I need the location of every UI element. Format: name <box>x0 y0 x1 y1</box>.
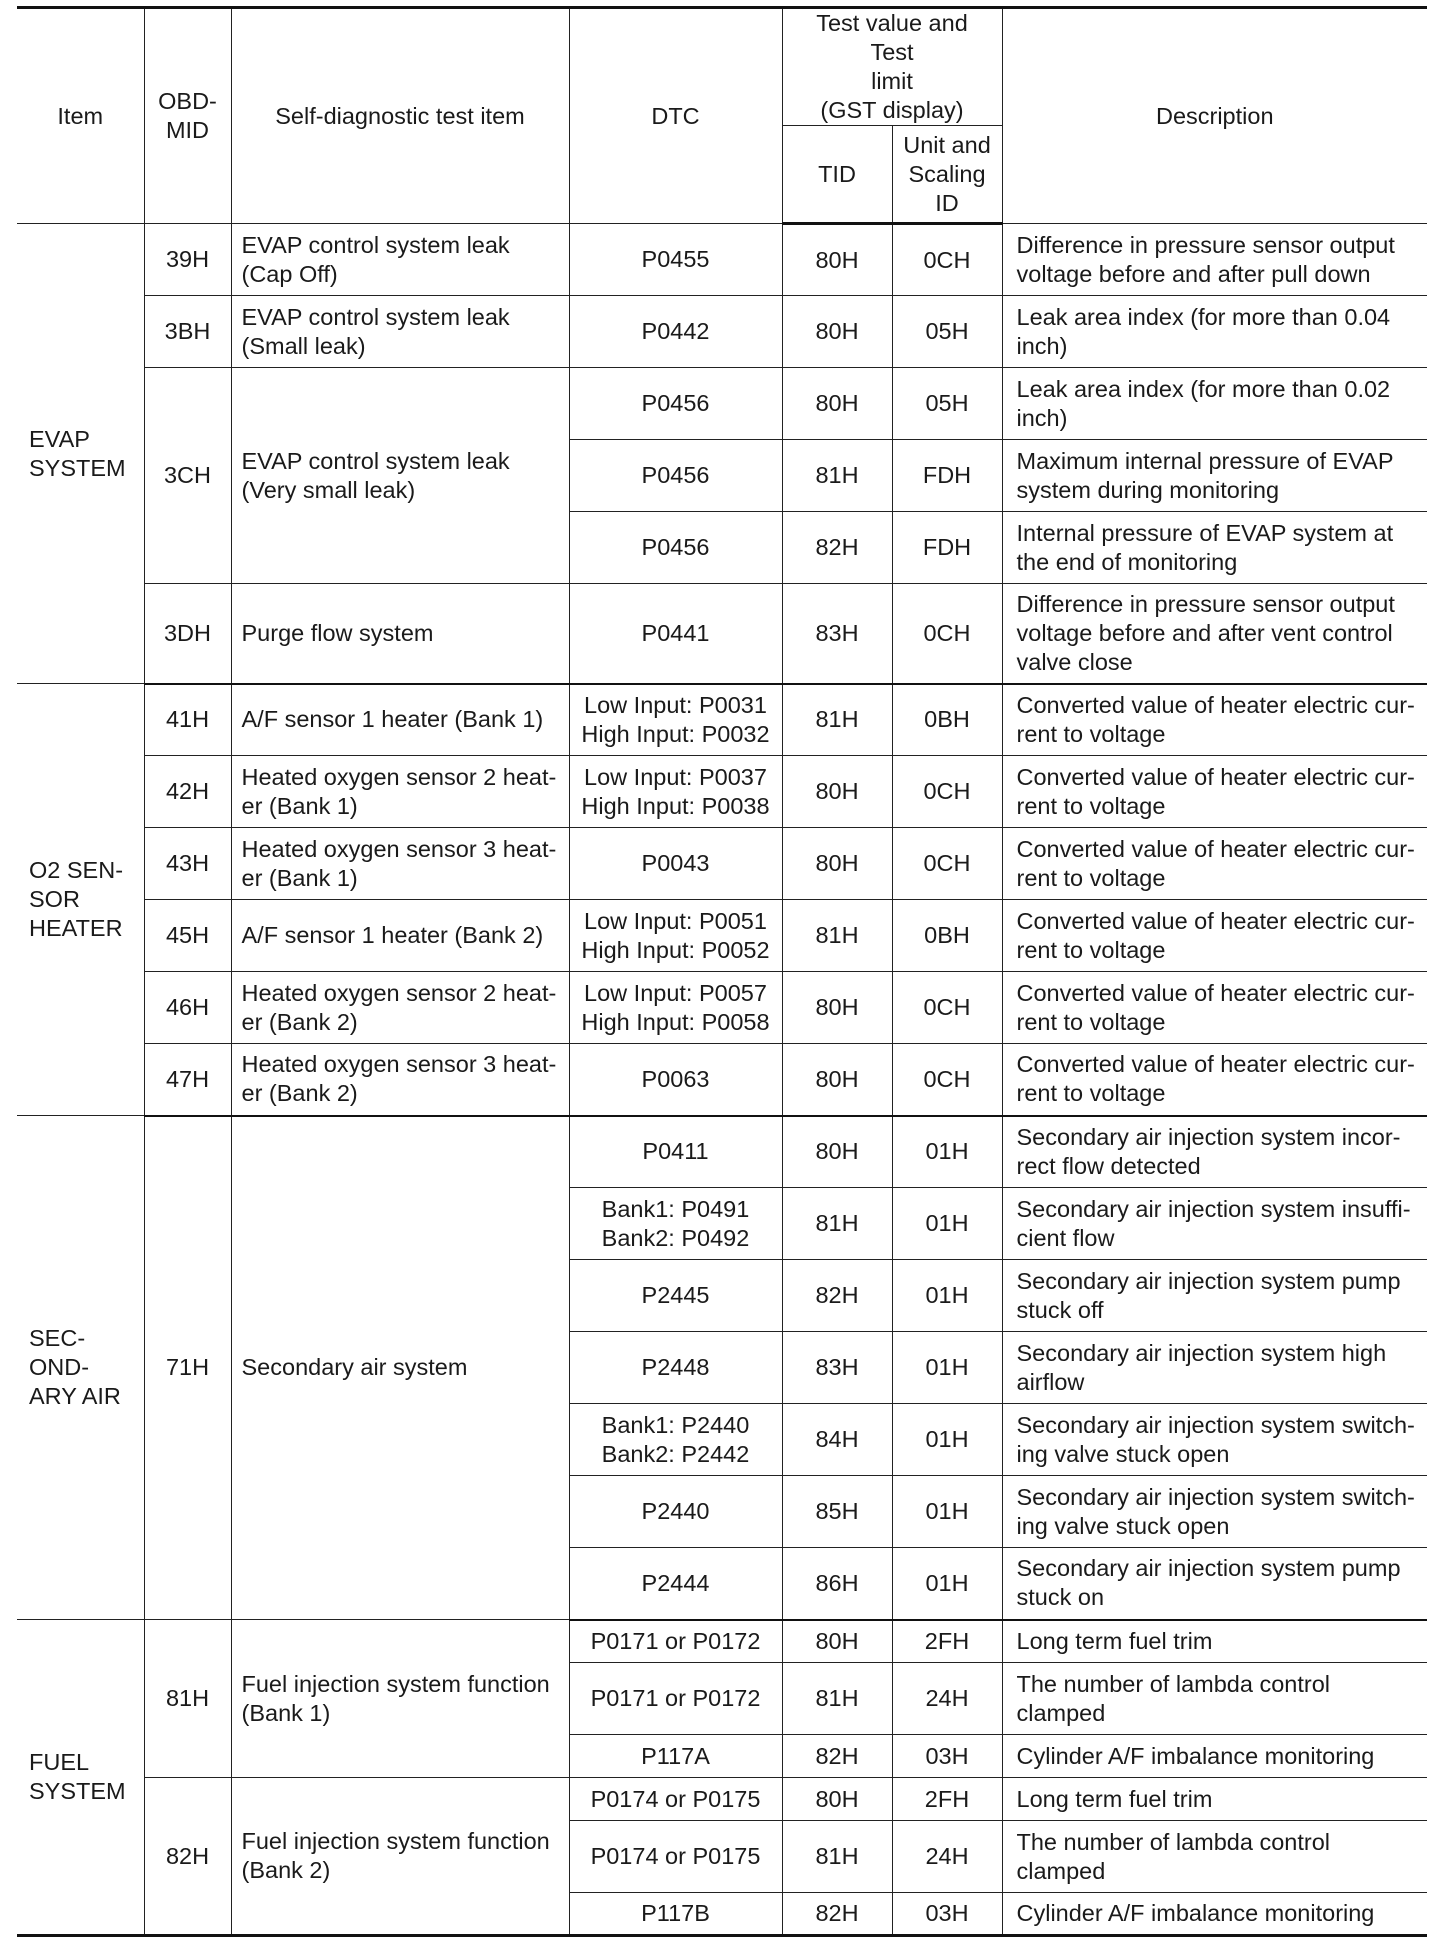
description-cell: Secondary air injection system high airflow <box>1002 1332 1427 1404</box>
tid-cell: 80H <box>782 296 892 368</box>
description-cell: Converted value of heater electric cur- rent to voltage <box>1002 972 1427 1044</box>
table-row <box>17 900 1427 972</box>
tid-cell: 86H <box>782 1548 892 1620</box>
description-cell: Secondary air injection system insuffi- cient flow <box>1002 1188 1427 1260</box>
tid-cell: 81H <box>782 1663 892 1735</box>
tid-cell: 81H <box>782 440 892 512</box>
test-item-cell: Purge flow system <box>231 584 569 684</box>
obd-mid-cell: 47H <box>144 1044 231 1116</box>
unit-scaling-id-cell: 01H <box>892 1116 1002 1188</box>
dtc-cell: P0456 <box>569 512 782 584</box>
table-row <box>17 828 1427 900</box>
description-cell: Converted value of heater electric cur- rent to voltage <box>1002 684 1427 756</box>
description-cell: The number of lambda control clamped <box>1002 1821 1427 1893</box>
description-cell: Converted value of heater electric cur- rent to voltage <box>1002 900 1427 972</box>
dtc-cell: P0441 <box>569 584 782 684</box>
item-cell: FUEL SYSTEM <box>17 1620 144 1936</box>
unit-scaling-id-cell: 24H <box>892 1663 1002 1735</box>
header-dtc: DTC <box>569 8 782 224</box>
tid-cell: 81H <box>782 900 892 972</box>
description-cell: Cylinder A/F imbalance monitoring <box>1002 1893 1427 1936</box>
tid-cell: 82H <box>782 512 892 584</box>
unit-scaling-id-cell: 0CH <box>892 756 1002 828</box>
header-obd-mid: OBD- MID <box>144 8 231 224</box>
description-cell: Secondary air injection system switch- ing valve stuck open <box>1002 1476 1427 1548</box>
description-cell: Maximum internal pressure of EVAP system during monitoring <box>1002 440 1427 512</box>
table-row <box>17 296 1427 368</box>
dtc-cell: P0174 or P0175 <box>569 1778 782 1821</box>
dtc-cell: P0043 <box>569 828 782 900</box>
dtc-cell: P2440 <box>569 1476 782 1548</box>
description-cell: Internal pressure of EVAP system at the end of monitoring <box>1002 512 1427 584</box>
table-row <box>17 1620 1427 1663</box>
unit-scaling-id-cell: 01H <box>892 1188 1002 1260</box>
test-item-cell: A/F sensor 1 heater (Bank 1) <box>231 684 569 756</box>
dtc-cell: Bank1: P2440 Bank2: P2442 <box>569 1404 782 1476</box>
description-cell: Difference in pressure sensor output voltage before and after vent control valve close <box>1002 584 1427 684</box>
description-cell: Long term fuel trim <box>1002 1778 1427 1821</box>
tid-cell: 84H <box>782 1404 892 1476</box>
description-cell: Cylinder A/F imbalance monitoring <box>1002 1735 1427 1778</box>
dtc-cell: P0171 or P0172 <box>569 1663 782 1735</box>
unit-scaling-id-cell: 01H <box>892 1260 1002 1332</box>
table-row <box>17 756 1427 828</box>
test-item-cell: Fuel injection system function (Bank 2) <box>231 1778 569 1936</box>
tid-cell: 82H <box>782 1893 892 1936</box>
tid-cell: 81H <box>782 1188 892 1260</box>
description-cell: Leak area index (for more than 0.02 inch) <box>1002 368 1427 440</box>
dtc-cell: P0174 or P0175 <box>569 1821 782 1893</box>
obd-mid-cell: 82H <box>144 1778 231 1936</box>
unit-scaling-id-cell: 03H <box>892 1893 1002 1936</box>
dtc-cell: P2444 <box>569 1548 782 1620</box>
dtc-cell: P2445 <box>569 1260 782 1332</box>
description-cell: Secondary air injection system incor- rect flow detected <box>1002 1116 1427 1188</box>
unit-scaling-id-cell: 01H <box>892 1404 1002 1476</box>
table-row <box>17 1044 1427 1116</box>
tid-cell: 83H <box>782 1332 892 1404</box>
dtc-cell: Low Input: P0037 High Input: P0038 <box>569 756 782 828</box>
test-item-cell: Heated oxygen sensor 2 heat- er (Bank 2) <box>231 972 569 1044</box>
unit-scaling-id-cell: FDH <box>892 512 1002 584</box>
tid-cell: 80H <box>782 1620 892 1663</box>
description-cell: Converted value of heater electric cur- rent to voltage <box>1002 756 1427 828</box>
obd-mid-cell: 43H <box>144 828 231 900</box>
unit-scaling-id-cell: 2FH <box>892 1778 1002 1821</box>
unit-scaling-id-cell: 05H <box>892 296 1002 368</box>
unit-scaling-id-cell: 01H <box>892 1332 1002 1404</box>
description-cell: Secondary air injection system pump stuck on <box>1002 1548 1427 1620</box>
dtc-cell: Low Input: P0051 High Input: P0052 <box>569 900 782 972</box>
tid-cell: 83H <box>782 584 892 684</box>
unit-scaling-id-cell: 2FH <box>892 1620 1002 1663</box>
test-item-cell: EVAP control system leak (Cap Off) <box>231 224 569 296</box>
obd-self-diagnostic-table <box>17 6 1427 1937</box>
unit-scaling-id-cell: FDH <box>892 440 1002 512</box>
table-row <box>17 684 1427 756</box>
test-item-cell: Heated oxygen sensor 3 heat- er (Bank 2) <box>231 1044 569 1116</box>
unit-scaling-id-cell: 0CH <box>892 972 1002 1044</box>
obd-mid-cell: 3CH <box>144 368 231 584</box>
unit-scaling-id-cell: 0CH <box>892 224 1002 296</box>
unit-scaling-id-cell: 03H <box>892 1735 1002 1778</box>
dtc-cell: P0456 <box>569 440 782 512</box>
tid-cell: 82H <box>782 1260 892 1332</box>
table-row <box>17 1778 1427 1821</box>
obd-mid-cell: 3DH <box>144 584 231 684</box>
tid-cell: 80H <box>782 756 892 828</box>
dtc-cell: P2448 <box>569 1332 782 1404</box>
header-tid: TID <box>782 126 892 224</box>
unit-scaling-id-cell: 0BH <box>892 684 1002 756</box>
dtc-cell: P0411 <box>569 1116 782 1188</box>
header-test-value: Test value and Test limit (GST display) <box>782 8 1002 126</box>
item-cell: O2 SEN- SOR HEATER <box>17 684 144 1116</box>
test-item-cell: Fuel injection system function (Bank 1) <box>231 1620 569 1778</box>
dtc-cell: P117A <box>569 1735 782 1778</box>
description-cell: Difference in pressure sensor output voltage before and after pull down <box>1002 224 1427 296</box>
header-test-item: Self-diagnostic test item <box>231 8 569 224</box>
test-item-cell: Secondary air system <box>231 1116 569 1620</box>
description-cell: Converted value of heater electric cur- rent to voltage <box>1002 828 1427 900</box>
description-cell: Secondary air injection system switch- ing valve stuck open <box>1002 1404 1427 1476</box>
tid-cell: 80H <box>782 828 892 900</box>
dtc-cell: P0171 or P0172 <box>569 1620 782 1663</box>
obd-mid-cell: 71H <box>144 1116 231 1620</box>
obd-mid-cell: 46H <box>144 972 231 1044</box>
tid-cell: 80H <box>782 1116 892 1188</box>
unit-scaling-id-cell: 05H <box>892 368 1002 440</box>
dtc-cell: P0455 <box>569 224 782 296</box>
tid-cell: 80H <box>782 1044 892 1116</box>
tid-cell: 82H <box>782 1735 892 1778</box>
obd-mid-cell: 81H <box>144 1620 231 1778</box>
dtc-cell: P117B <box>569 1893 782 1936</box>
table-row <box>17 1116 1427 1188</box>
test-item-cell: Heated oxygen sensor 2 heat- er (Bank 1) <box>231 756 569 828</box>
dtc-cell: Low Input: P0057 High Input: P0058 <box>569 972 782 1044</box>
test-item-cell: A/F sensor 1 heater (Bank 2) <box>231 900 569 972</box>
dtc-cell: P0456 <box>569 368 782 440</box>
unit-scaling-id-cell: 01H <box>892 1548 1002 1620</box>
tid-cell: 81H <box>782 1821 892 1893</box>
obd-mid-cell: 3BH <box>144 296 231 368</box>
description-cell: The number of lambda control clamped <box>1002 1663 1427 1735</box>
dtc-cell: P0063 <box>569 1044 782 1116</box>
tid-cell: 80H <box>782 224 892 296</box>
obd-mid-cell: 45H <box>144 900 231 972</box>
obd-mid-cell: 42H <box>144 756 231 828</box>
description-cell: Leak area index (for more than 0.04 inch) <box>1002 296 1427 368</box>
unit-scaling-id-cell: 24H <box>892 1821 1002 1893</box>
tid-cell: 80H <box>782 1778 892 1821</box>
unit-scaling-id-cell: 0BH <box>892 900 1002 972</box>
tid-cell: 80H <box>782 972 892 1044</box>
table-body <box>17 224 1427 1936</box>
tid-cell: 80H <box>782 368 892 440</box>
tid-cell: 81H <box>782 684 892 756</box>
description-cell: Secondary air injection system pump stuck off <box>1002 1260 1427 1332</box>
header-unit-scaling-id: Unit and Scaling ID <box>892 126 1002 224</box>
header-description: Description <box>1002 8 1427 224</box>
item-cell: SEC- OND- ARY AIR <box>17 1116 144 1620</box>
test-item-cell: EVAP control system leak (Small leak) <box>231 296 569 368</box>
description-cell: Converted value of heater electric cur- rent to voltage <box>1002 1044 1427 1116</box>
dtc-cell: P0442 <box>569 296 782 368</box>
dtc-cell: Low Input: P0031 High Input: P0032 <box>569 684 782 756</box>
description-cell: Long term fuel trim <box>1002 1620 1427 1663</box>
test-item-cell: EVAP control system leak (Very small leak) <box>231 368 569 584</box>
obd-mid-cell: 39H <box>144 224 231 296</box>
header-item: Item <box>17 8 144 224</box>
unit-scaling-id-cell: 01H <box>892 1476 1002 1548</box>
dtc-cell: Bank1: P0491 Bank2: P0492 <box>569 1188 782 1260</box>
obd-mid-cell: 41H <box>144 684 231 756</box>
test-item-cell: Heated oxygen sensor 3 heat- er (Bank 1) <box>231 828 569 900</box>
unit-scaling-id-cell: 0CH <box>892 1044 1002 1116</box>
unit-scaling-id-cell: 0CH <box>892 584 1002 684</box>
table-row <box>17 972 1427 1044</box>
table-row <box>17 224 1427 296</box>
item-cell: EVAP SYSTEM <box>17 224 144 684</box>
tid-cell: 85H <box>782 1476 892 1548</box>
table-row <box>17 368 1427 440</box>
unit-scaling-id-cell: 0CH <box>892 828 1002 900</box>
table-row <box>17 584 1427 684</box>
